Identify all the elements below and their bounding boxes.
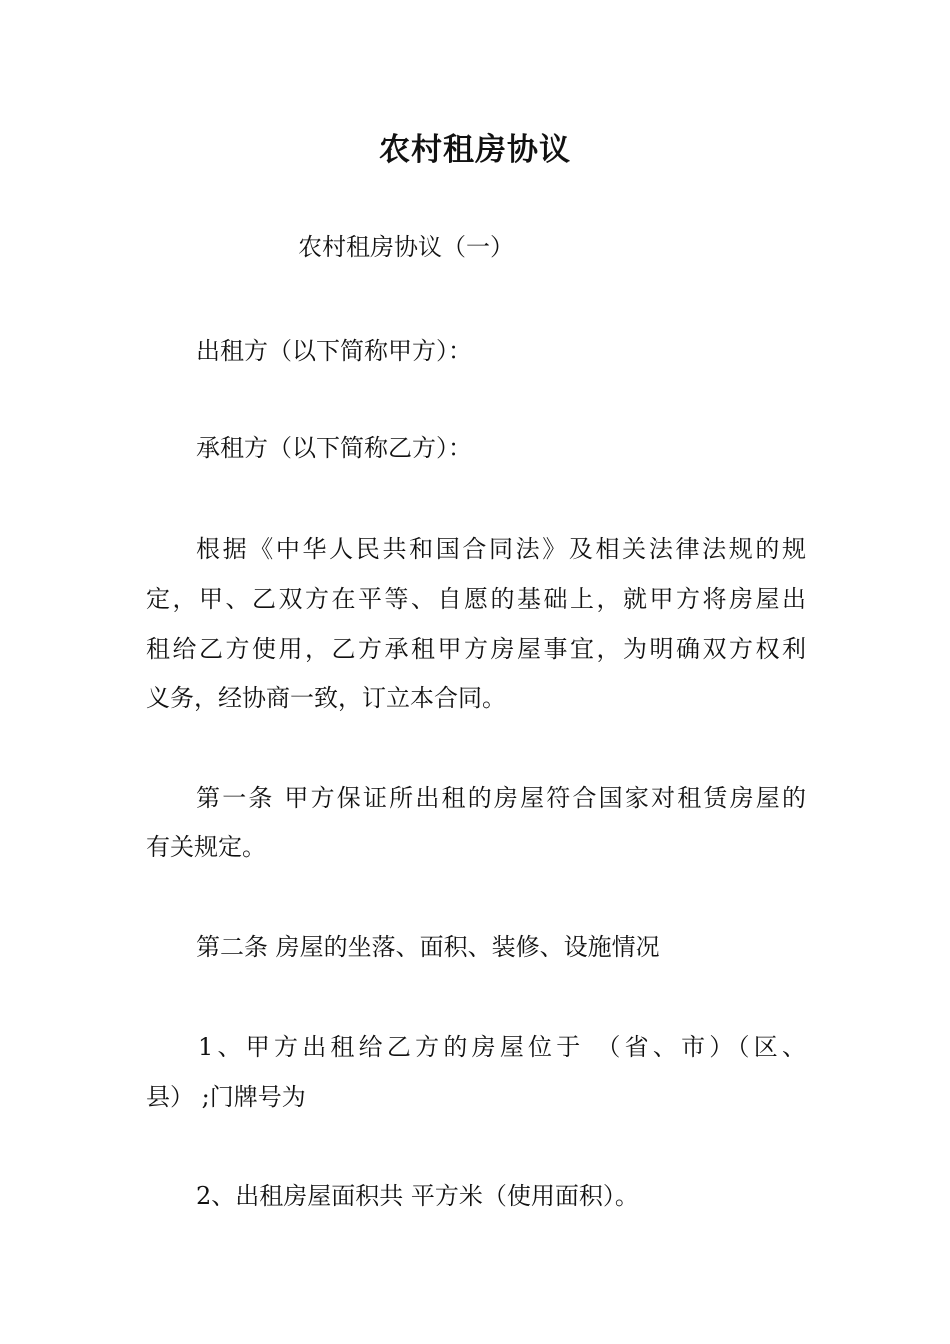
item-2-line-1: 2、出租房屋面积共 平方米（使用面积）。 xyxy=(196,1182,639,1210)
article-2-heading: 第二条 房屋的坐落、面积、装修、设施情况 xyxy=(196,933,660,961)
preamble-line-3: 租给乙方使用，乙方承租甲方房屋事宜，为明确双方权利 xyxy=(146,635,806,663)
lessee-line: 承租方（以下简称乙方）： xyxy=(196,434,472,462)
item-1-line-1: 1、甲方出租给乙方的房屋位于 （省、市）（区、 xyxy=(198,1033,806,1061)
article-1-line-1: 第一条 甲方保证所出租的房屋符合国家对租赁房屋的 xyxy=(196,784,806,812)
preamble-line-1: 根据《中华人民共和国合同法》及相关法律法规的规 xyxy=(196,535,806,563)
lessor-line: 出租方（以下简称甲方）： xyxy=(196,337,472,365)
preamble-line-4: 义务，经协商一致，订立本合同。 xyxy=(146,684,506,712)
article-1-line-2: 有关规定。 xyxy=(146,833,266,861)
document-subtitle: 农村租房协议（一） xyxy=(298,233,514,261)
item-1-line-2: 县） ;门牌号为 xyxy=(146,1083,306,1111)
document-title: 农村租房协议 xyxy=(379,132,571,168)
preamble-line-2: 定，甲、乙双方在平等、自愿的基础上，就甲方将房屋出 xyxy=(146,585,806,613)
